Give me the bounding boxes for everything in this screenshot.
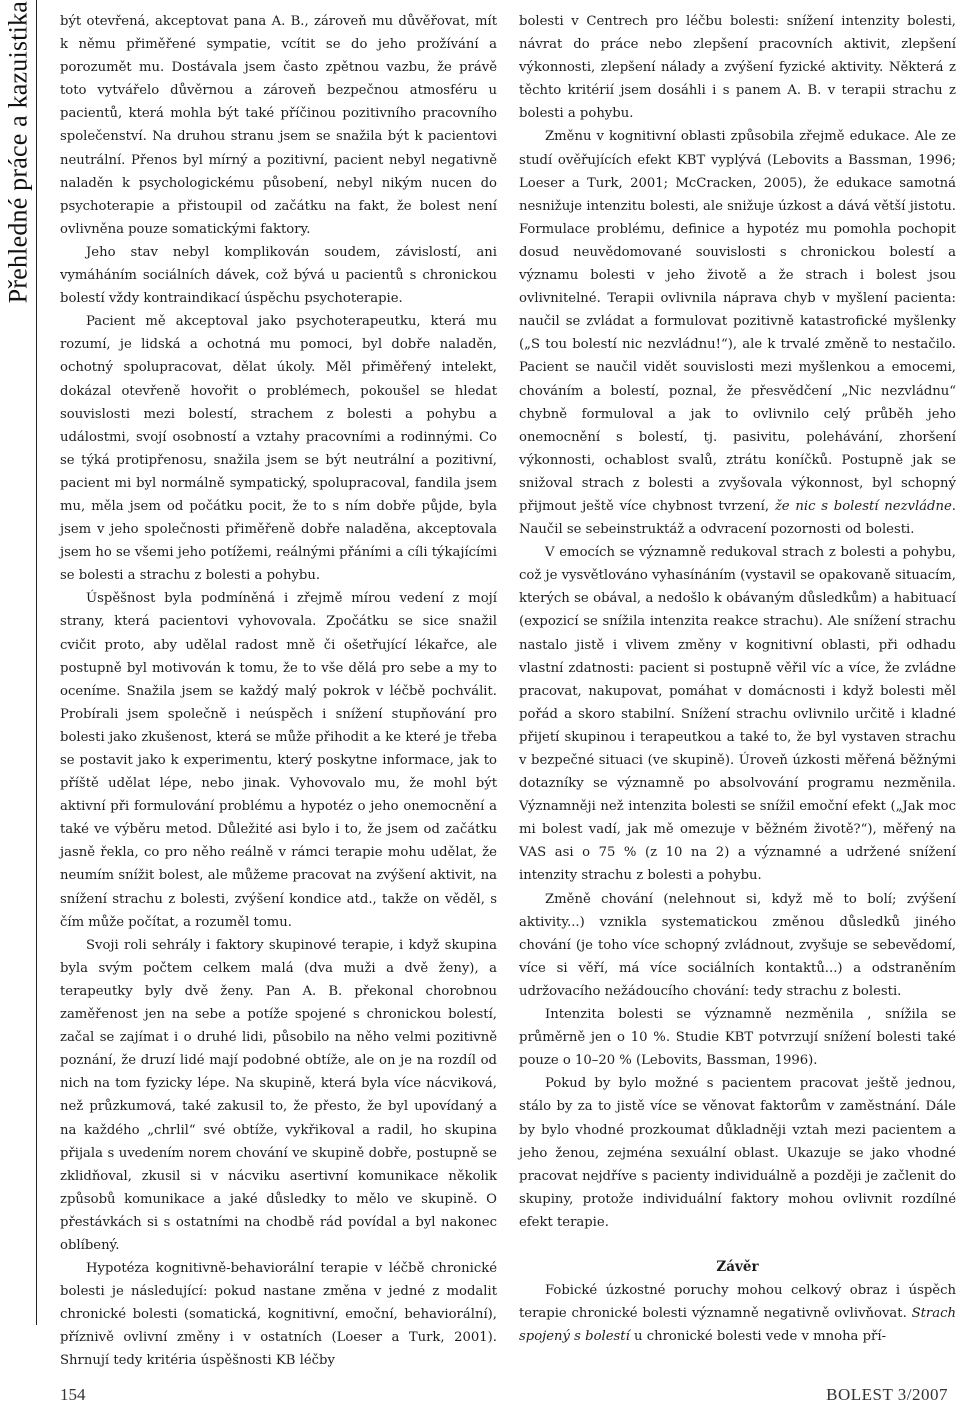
paragraph: Jeho stav nebyl komplikován soudem, závislostí, ani vymáháním sociálních dávek, což bývá u pacientů s chronickou bolestí vždy kontraindikací úspěchu psychoterapie. [60,244,497,307]
paragraph: Svoji roli sehrály i faktory skupinové terapie, i když skupina byla svým počtem celkem malá (dva muži a dvě ženy), a terapeutky byly dvě ženy. Pan A. B. překonal chorobnou zaměřenost jen na sebe a potíže spojené s chronickou bolestí, začal se zajímat i o druhé lidi, působilo na něho velmi pozitivně poznání, že druzí lidé mají podobné obtíže, ale on je na rozdíl od nich na tom fyzicky lépe. Na skupině, která byla více nácviková, než průzkumová, také zakusil to, že přesto, že byl upovídaný a na každého „chrlil“ své obtíže, vykřikoval a radil, ho skupina přijala s uvedením norem chování ve skupině dobře, postupně se zklidňoval, zkusil si v nácviku asertivní komunikace několik způsobů komunikace a jaké důsledky to mělo ve skupině. O přestávkách si s ostatními na chodbě rád povídal a byl nakonec oblíbený. [60,937,497,1253]
paragraph: Intenzita bolesti se významně nezměnila , snížila se průměrně jen o 10 %. Studie KBT potvrzují snížení bolesti také pouze o 10–20 % (Lebovits, Bassman, 1996). [519,1007,956,1069]
journal-issue: BOLEST 3/2007 [826,1385,948,1404]
paragraph: Změně chování (nelehnout si, když mě to bolí; zvýšení aktivity...) vznikla systematickou změnou důsledků jiného chování (je toho více schopný zvládnout, zvyšuje se sebevědomí, více si věří, má více sociálních kontaktů...) a odstraněním udržovacího nežádoucího chování: tedy strachu z bolesti. [519,891,956,999]
paragraph: bolesti v Centrech pro léčbu bolesti: snížení intenzity bolesti, návrat do práce nebo zlepšení pracovních aktivit, zlepšení výkonnosti, zlepšení nálady a zvýšení fyzické aktivity. Některá z těchto kritérií jsem dosáhli i s panem A. B. v terapii strachu z bolesti a pohybu. [519,14,956,122]
paragraph: Pacient mě akceptoval jako psychoterapeutku, která mu rozumí, je lidská a ochotná mu pomoci, byl dobře naladěn, ochotný spolupracovat, dělat úkoly. Měl přiměřený intelekt, dokázal otevřeně hovořit o problémech, pokoušel se hledat souvislosti mezi bolestí, strachem z bolesti a pohybu a událostmi, svojí osobností a vztahy pracovními a rodinnými. Co se týká protipřenosu, snažila jsem se být neutrální a pozitivní, pacient mi byl normálně sympatický, spolupracoval, fandila jsem mu, měla jsem od počátku pocit, že to s ním dobře půjde, byla jsem v jeho společnosti přiměřeně dobře naladěna, akceptovala jsem ho se všemi jeho potížemi, reálnými přáními a cíli týkajícími se bolesti a strachu z bolesti a pohybu. [60,314,497,584]
section-title-text: Přehledné práce a kazuistika [3,1,32,304]
italic-phrase: Strach spojený s bolestí [519,1306,956,1345]
right-column [519,10,956,1348]
paragraph [519,125,956,541]
paragraph-text: u chronické bolesti vede v mnoha pří- [629,1329,887,1345]
italic-phrase: že nic s bolestí nezvládne [774,498,952,514]
paragraph-text: Změnu v kognitivní oblasti způsobila zřejmě edukace. Ale ze studí ověřujících efekt KBT vyplývá (Lebovits a Bassman, 1996; Loeser a Turk, 2001; McCracken, 2005), že edukace samotná nesnižuje intenzitu bolesti, ale snižuje úzkost a dává větší jistotu. Formulace problému, definice a hypotéz mu pomohla pochopit dosud neuvědomované souvislosti s chronickou bolestí a významu bolesti v jeho životě a že strach i bolest jsou ovlivnitelné. Terapii ovlivnila náprava chyb v myšlení pacienta: naučil se zvládat a formulovat pozitivně katastrofické myšlenky („S tou bolestí nic nezvládnu!“), ale k trvalé změně to nestačilo. Pacient se naučil vidět souvislosti mezi myšlenkou a emocemi, chováním a bolestí, poznal, že přesvědčení „Nic nezvládnu“ chybně formuloval a jak to ovlivnilo celý průběh jeho onemocnění s bolestí, tj. pasivitu, polehávání, zhoršení výkonnosti, ochablost svalů, ztrátu koníčků. Postupně jak se snižoval strach z bolesti a zvyšovala výkonnost, byl schopný přijmout ještě více chybnost tvrzení, [519,129,956,514]
page-number: 154 [60,1385,86,1404]
paragraph: V emocích se významně redukoval strach z bolesti a pohybu, což je vysvětlováno vyhasínáním (vystavil se opakovaně situacím, kterých se obával, a nedošlo k obávaným důsledkům) a habituací (expozicí se snížila intenzita reakce strachu). Ale snížení strachu nastalo jistě i vlivem změny v kognitivní oblasti, při odhadu vlastní zdatnosti: pacient si postupně věřil víc a více, že zvládne pracovat, nakupovat, pomáhat v domácnosti i když bolesti měl pořád a skoro stabilní. Snížení strachu ovlivnilo určitě i kladné přijetí skupinou i terapeutkou a také to, že byl vystaven strachu v bezpečné situaci (ve skupině). Úroveň úzkosti měřená běžnými dotazníky se významně po absolvování programu nezměnila. Významněji než intenzita bolesti se snížil emoční efekt („Jak moc mi bolest vadí, jak mě omezuje v běžném životě?“), měřený na VAS asi o 75 % (z 10 na 2) a významné a udržené snížení intenzity strachu z bolesti a pohybu. [519,545,956,884]
paragraph [519,1279,956,1348]
paragraph: Hypotéza kognitivně-behaviorální terapie v léčbě chronické bolesti je následující: pokud nastane změna v jedné z modalit chronické bolesti (somatická, kognitivní, emoční, behaviorální), příznivě ovlivní změny i v ostatních (Loeser a Turk, 2001). Shrnují tedy kritéria úspěšnosti KB léčby [60,1261,497,1369]
left-column [60,10,497,1373]
paragraph-text: . Naučil se sebeinstruktáž a odvracení pozornosti od bolesti. [519,498,956,538]
section-heading: Závěr [716,1258,759,1275]
paragraph-text: Fobické úzkostné poruchy mohou celkový obraz i úspěch terapie chronické bolesti významně negativně ovlivňovat. [519,1282,956,1322]
paragraph: být otevřená, akceptovat pana A. B., zároveň mu důvěřovat, mít k němu přiměřené sympatie, vcítit se do jeho prožívání a porozumět mu. Dostávala jsem často zpětnou vazbu, že právě toto vytvářelo důvěrnou a zároveň bezpečnou atmosféru u pacientů, která mohla být také příčinou pozitivního pracovního společenství. Na druhou stranu jsem se snažila být k pacientovi neutrální. Přenos byl mírný a pozitivní, pacient nebyl negativně naladěn k psychologickému působení, nebyl nikým nucen do psychoterapie a přistoupil od začátku na fakt, že bolest není ovlivněna pouze somatickými faktory. [60,14,497,237]
paragraph: Pokud by bylo možné s pacientem pracovat ještě jednou, stálo by za to jistě více se věnovat faktorům v zaměstnání. Dále by bylo vhodné prozkoumat důkladněji vztah mezi pacientem a jeho ženou, zejména sexuální oblast. Ukazuje se jako vhodné pracovat nejdříve s pacienty individuálně a později je začlenit do skupiny, protože individuální faktory mohou ovlivnit rozdílné efekt terapie. [519,1076,956,1230]
paragraph: Úspěšnost byla podmíněná i zřejmě mírou vedení z mojí strany, která pacientovi vyhovovala. Zpočátku se sice snažil cvičit proto, aby udělal radost mně či ošetřující lékařce, ale postupně byl motivován k tomu, že to vše dělá pro sebe a my to oceníme. Snažila jsem se každý malý pokrok v léčbě pochválit. Probírali jsem společně i neúspěch i snížení stupňování pro bolesti jako zkušenost, která se může přihodit a ke které je třeba se postavit jako k experimentu, který poskytne informace, jak to příště udělat lépe, nebo jinak. Vyhovovalo mu, že mohl být aktivní při formulování problému a hypotéz o jeho onemocnění a také ve výběru metod. Důležité asi bylo i to, že jsem od začátku jasně řekla, co pro něho reálně v rámci terapie mohu udělat, že neumím snížit bolest, ale můžeme pracovat na zvýšení aktivit, na snížení strachu z bolesti, zvýšení kondice atd., takže on věděl, s čím může počítat, a rozuměl tomu. [60,591,497,930]
